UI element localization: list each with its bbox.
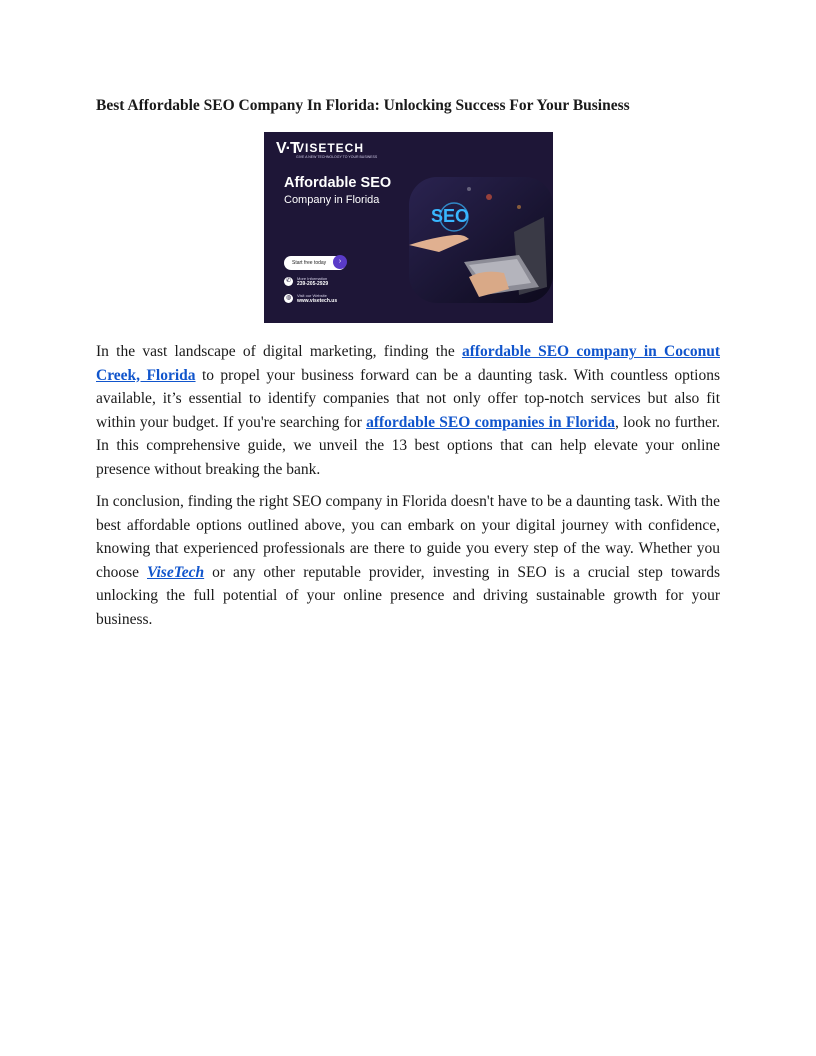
paragraph-text: In the vast landscape of digital marketing, finding the: [96, 343, 462, 360]
logo-mark: V·T: [276, 140, 299, 157]
start-free-label: Start free today: [292, 260, 327, 266]
globe-icon: ◍: [285, 295, 292, 301]
paragraph-text: to propel your business forward can be a daunting task. With countless options available, it’s essential to identify companies that not only offer top-notch services but also fit within your budget. If you're searching for: [96, 366, 720, 431]
phone-label: More Information: [297, 276, 328, 281]
intro-paragraph: [96, 340, 720, 481]
phone-number: 239-205-2929: [297, 281, 329, 287]
document-title: Best Affordable SEO Company In Florida: Unlocking Success For Your Business: [96, 97, 630, 114]
visetech-link[interactable]: ViseTech: [147, 563, 205, 581]
paragraph-text: In conclusion, finding the right SEO company in Florida doesn't have to be a daunting task. With the best affordable options outlined above, you can embark on your digital journey with confidence, knowing that experienced professionals are there to guide you every step of the way. Whether you choose: [96, 493, 720, 581]
start-free-button[interactable]: [284, 256, 346, 270]
laptop-hand-illustration: [409, 177, 553, 303]
phone-icon: ✆: [285, 278, 292, 284]
arrow-right-icon: ›: [333, 255, 347, 269]
conclusion-paragraph: [96, 490, 720, 631]
seo-glow-text: SEO: [431, 206, 470, 226]
website-label: Visit our Website: [297, 293, 327, 298]
logo-name: VISETECH: [296, 141, 365, 155]
paragraph-text: or any other reputable provider, investing in SEO is a crucial step towards unlocking the full potential of your online presence and driving sustainable growth for your business.: [96, 563, 720, 628]
coconut-creek-seo-link[interactable]: affordable SEO company in Coconut Creek, Florida: [96, 343, 720, 384]
logo-tagline: GIVE A NEW TECHNOLOGY TO YOUR BUSINESS: [296, 155, 378, 159]
florida-seo-companies-link[interactable]: affordable SEO companies in Florida: [366, 413, 615, 431]
banner-headline: Affordable SEO: [284, 175, 392, 191]
visetech-logo: [276, 140, 378, 159]
paragraph-text: , look no further. In this comprehensive guide, we unveil the 13 best options that can help elevate your online presence without breaking the bank.: [96, 413, 721, 478]
banner-image: [264, 132, 553, 323]
website-url: www.visetech.us: [297, 298, 338, 304]
banner-subheadline: Company in Florida: [284, 194, 380, 206]
